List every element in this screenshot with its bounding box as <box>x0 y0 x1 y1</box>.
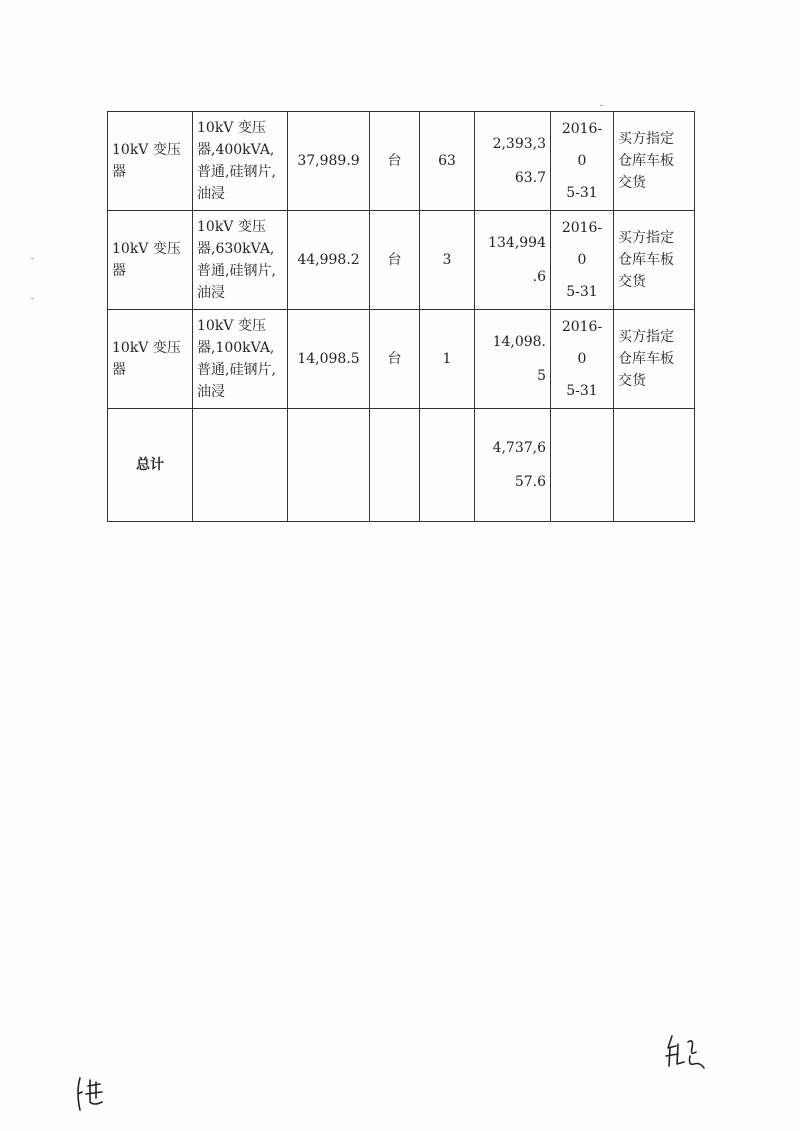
place-line-2: 仓库车板 <box>618 252 674 268</box>
delivery-place-cell <box>614 112 695 211</box>
place-line-1: 买方指定 <box>618 131 674 147</box>
grand-total-cell <box>475 409 551 522</box>
empty-cell <box>288 409 370 522</box>
summary-label-cell: 总计 <box>108 409 193 522</box>
total-price-cell <box>475 211 551 310</box>
unit-price-cell: 14,098.5 <box>288 310 370 409</box>
date-line-1: 2016-0 <box>561 121 603 169</box>
quantity-cell: 3 <box>420 211 475 310</box>
table-row <box>108 211 695 310</box>
handwritten-signature-left <box>72 1072 112 1118</box>
place-line-3: 交货 <box>618 274 646 290</box>
item-name-cell: 10kV 变压器 <box>108 112 193 211</box>
item-spec-cell <box>193 310 288 409</box>
empty-cell <box>420 409 475 522</box>
total-line-2: 5 <box>537 368 546 384</box>
total-line-2: 63.7 <box>514 170 546 186</box>
quantity-cell: 1 <box>420 310 475 409</box>
empty-cell <box>551 409 614 522</box>
delivery-place-cell <box>614 211 695 310</box>
delivery-date-cell <box>551 211 614 310</box>
total-line-1: 134,994 <box>488 235 546 251</box>
total-line-1: 14,098. <box>492 334 546 350</box>
total-price-cell <box>475 310 551 409</box>
contract-price-table <box>107 111 695 522</box>
empty-cell <box>193 409 288 522</box>
item-name-cell: 10kV 变压器 <box>108 310 193 409</box>
place-line-3: 交货 <box>618 175 646 191</box>
date-line-1: 2016-0 <box>561 220 603 268</box>
table-row <box>108 112 695 211</box>
item-spec-text: 10kV 变压器,400kVA,普通,硅钢片,油浸 <box>197 120 276 202</box>
summary-row <box>108 409 695 522</box>
delivery-date-cell <box>551 310 614 409</box>
total-price-cell <box>475 112 551 211</box>
item-spec-cell <box>193 112 288 211</box>
unit-price-cell: 37,989.9 <box>288 112 370 211</box>
grand-total-line-2: 57.6 <box>514 474 546 490</box>
unit-cell: 台 <box>370 310 420 409</box>
date-line-1: 2016-0 <box>561 319 603 367</box>
scan-mark <box>31 258 34 259</box>
place-line-2: 仓库车板 <box>618 351 674 367</box>
grand-total-line-1: 4,737,6 <box>492 440 546 456</box>
item-spec-cell <box>193 211 288 310</box>
table-row <box>108 310 695 409</box>
total-line-1: 2,393,3 <box>492 136 546 152</box>
item-name-cell: 10kV 变压器 <box>108 211 193 310</box>
place-line-1: 买方指定 <box>618 329 674 345</box>
date-line-2: 5-31 <box>566 383 598 399</box>
item-spec-text: 10kV 变压器,630kVA,普通,硅钢片,油浸 <box>197 219 276 301</box>
quantity-cell: 63 <box>420 112 475 211</box>
date-line-2: 5-31 <box>566 185 598 201</box>
place-line-2: 仓库车板 <box>618 153 674 169</box>
unit-price-cell: 44,998.2 <box>288 211 370 310</box>
date-line-2: 5-31 <box>566 284 598 300</box>
scan-mark <box>600 105 603 106</box>
place-line-3: 交货 <box>618 373 646 389</box>
delivery-place-cell <box>614 310 695 409</box>
unit-cell: 台 <box>370 112 420 211</box>
total-line-2: .6 <box>532 269 546 285</box>
scan-mark <box>31 298 34 299</box>
empty-cell <box>614 409 695 522</box>
item-spec-text: 10kV 变压器,100kVA,普通,硅钢片,油浸 <box>197 318 276 400</box>
handwritten-signature-right <box>660 1030 716 1076</box>
delivery-date-cell <box>551 112 614 211</box>
place-line-1: 买方指定 <box>618 230 674 246</box>
unit-cell: 台 <box>370 211 420 310</box>
empty-cell <box>370 409 420 522</box>
